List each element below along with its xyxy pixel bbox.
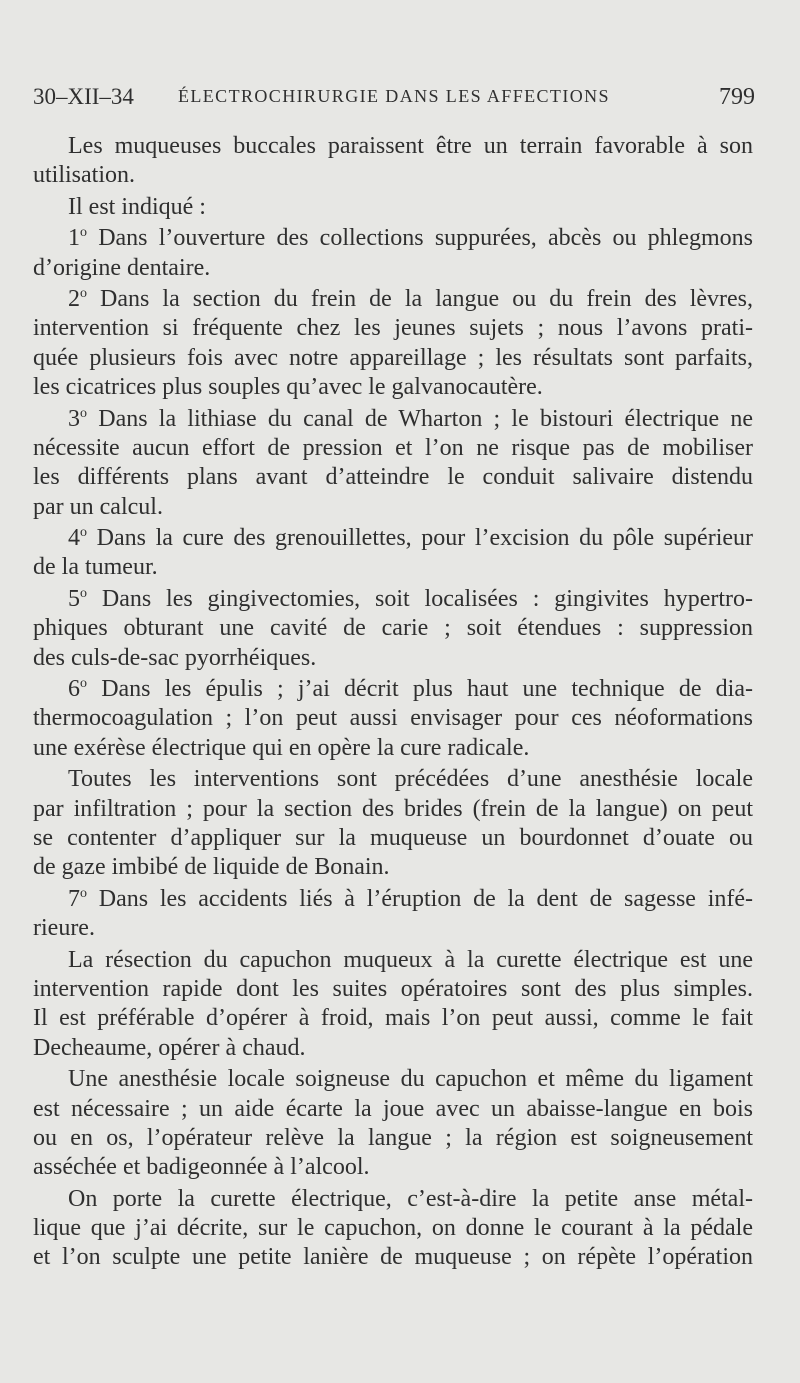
running-title: ÉLECTROCHIRURGIE DANS LES AFFECTIONS: [178, 86, 610, 106]
line-text: Il est indiqué :: [68, 193, 206, 220]
text-line: [33, 132, 753, 161]
list-number: 1: [68, 225, 80, 252]
numbered-item: [33, 675, 753, 763]
text-line: [33, 553, 753, 582]
text-line: [33, 1185, 753, 1214]
ordinal-superscript: o: [80, 405, 87, 421]
text-line: [33, 314, 753, 343]
text-line: [33, 254, 753, 283]
text-line: [33, 734, 753, 763]
line-text: lique que j’ai décrite, sur le capuchon, on donne le courant à la pédale: [33, 1215, 753, 1242]
line-text: Toutes les interventions sont précédées d’une anesthésie locale: [68, 766, 753, 793]
line-text: nécessite aucun effort de pression et l’on ne risque pas de mobiliser: [33, 434, 753, 461]
line-text: quée plusieurs fois avec notre appareillage ; les résultats sont parfaits,: [33, 344, 753, 371]
line-text: est nécessaire ; un aide écarte la joue avec un abaisse-langue en bois: [33, 1095, 753, 1122]
line-text: Les muqueuses buccales paraissent être un terrain favorable à son: [68, 133, 753, 159]
text-line: [33, 1124, 753, 1153]
list-number: 4: [68, 525, 80, 552]
line-text: une exérèse électrique qui en opère la cure radicale.: [33, 734, 530, 761]
line-text: d’origine dentaire.: [33, 254, 211, 281]
list-number: 7: [68, 885, 80, 912]
text-line: [33, 463, 753, 492]
line-text: Dans les accidents liés à l’éruption de la dent de sagesse infé-: [98, 885, 754, 912]
text-line: [33, 1243, 753, 1272]
line-text: les différents plans avant d’atteindre le conduit salivaire distendu: [33, 464, 753, 491]
line-text: La résection du capuchon muqueux à la curette électrique est une: [68, 946, 753, 973]
text-line: [33, 524, 753, 553]
paragraph: [33, 946, 753, 1064]
paragraph: [33, 132, 753, 191]
text-line: [33, 675, 753, 704]
line-text: phiques obturant une cavité de carie ; soit étendues : suppression: [33, 615, 753, 642]
text-line: [33, 434, 753, 463]
text-line: [33, 1065, 753, 1094]
line-text: Dans la cure des grenouillettes, pour l’excision du pôle supérieur: [96, 525, 754, 552]
line-text: les cicatrices plus souples qu’avec le galvanocautère.: [33, 374, 543, 401]
ordinal-superscript: o: [80, 676, 87, 692]
ordinal-superscript: o: [80, 225, 87, 241]
line-text: se contenter d’appliquer sur la muqueuse un bourdonnet d’ouate ou: [33, 824, 753, 851]
text-line: [33, 644, 753, 673]
text-line: [33, 161, 753, 190]
list-number: 2: [68, 285, 80, 312]
running-head: [33, 82, 755, 112]
text-line: [33, 285, 753, 314]
paragraph: [33, 1185, 753, 1273]
paragraph: [33, 1065, 753, 1183]
text-line: [33, 795, 753, 824]
line-text: par un calcul.: [33, 493, 163, 520]
text-line: [33, 405, 753, 434]
line-text: Decheaume, opérer à chaud.: [33, 1034, 306, 1061]
list-number: 3: [68, 405, 80, 432]
text-line: [33, 224, 753, 253]
text-line: [33, 765, 753, 794]
text-line: [33, 914, 753, 943]
numbered-item: [33, 885, 753, 944]
line-text: intervention si fréquente chez les jeunes sujets ; nous l’avons prati-: [33, 315, 753, 342]
line-text: de la tumeur.: [33, 554, 158, 581]
line-text: Il est préférable d’opérer à froid, mais l’on peut aussi, comme le fait: [33, 1005, 753, 1032]
ordinal-superscript: o: [80, 885, 87, 901]
text-line: [33, 373, 753, 402]
line-text: Dans la section du frein de la langue ou du frein des lèvres,: [100, 285, 753, 312]
text-line: [33, 853, 753, 882]
line-text: Une anesthésie locale soigneuse du capuchon et même du ligament: [68, 1066, 753, 1093]
text-line: [33, 1153, 753, 1182]
line-text: Dans les gingivectomies, soit localisées : gingivites hypertro-: [101, 585, 754, 612]
numbered-item: [33, 285, 753, 403]
numbered-item: [33, 224, 753, 283]
line-text: intervention rapide dont les suites opératoires sont des plus simples.: [33, 975, 753, 1002]
text-line: [33, 493, 753, 522]
line-text: rieure.: [33, 915, 95, 942]
text-line: [33, 1214, 753, 1243]
line-text: Dans l’ouverture des collections suppurées, abcès ou phlegmons: [98, 225, 753, 252]
line-text: par infiltration ; pour la section des brides (frein de la langue) on peut: [33, 795, 753, 822]
line-text: de gaze imbibé de liquide de Bonain.: [33, 854, 390, 881]
numbered-item: [33, 585, 753, 673]
text-line: [33, 946, 753, 975]
ordinal-superscript: o: [80, 285, 87, 301]
text-line: [33, 1004, 753, 1033]
list-number: 5: [68, 585, 80, 612]
line-text: Dans les épulis ; j’ai décrit plus haut une technique de dia-: [101, 676, 753, 703]
text-line: [33, 193, 753, 222]
list-number: 6: [68, 676, 80, 703]
issue-date: 30–XII–34: [33, 84, 134, 109]
line-text: Dans la lithiase du canal de Wharton ; le bistouri électrique ne: [98, 405, 754, 432]
line-text: des culs-de-sac pyorrhéiques.: [33, 644, 317, 671]
numbered-item: [33, 524, 753, 583]
text-line: [33, 585, 753, 614]
ordinal-superscript: o: [80, 525, 87, 541]
line-text: On porte la curette électrique, c’est-à-dire la petite anse métal-: [68, 1185, 753, 1212]
text-line: [33, 344, 753, 373]
line-text: ou en os, l’opérateur relève la langue ; la région est soigneusement: [33, 1124, 753, 1151]
numbered-item: [33, 405, 753, 523]
paragraph: [33, 193, 753, 222]
ordinal-superscript: o: [80, 585, 87, 601]
text-line: [33, 885, 753, 914]
paragraph: [33, 765, 753, 883]
text-line: [33, 975, 753, 1004]
line-text: et l’on sculpte une petite lanière de muqueuse ; on répète l’opération: [33, 1244, 753, 1271]
text-line: [33, 614, 753, 643]
text-line: [33, 1034, 753, 1063]
text-line: [33, 824, 753, 853]
text-line: [33, 704, 753, 733]
line-text: asséchée et badigeonnée à l’alcool.: [33, 1154, 370, 1181]
page-number: 799: [719, 84, 755, 110]
line-text: utilisation.: [33, 162, 135, 189]
line-text: thermocoagulation ; l’on peut aussi envisager pour ces néoformations: [33, 705, 753, 732]
text-line: [33, 1095, 753, 1124]
body-text: [33, 132, 753, 1273]
